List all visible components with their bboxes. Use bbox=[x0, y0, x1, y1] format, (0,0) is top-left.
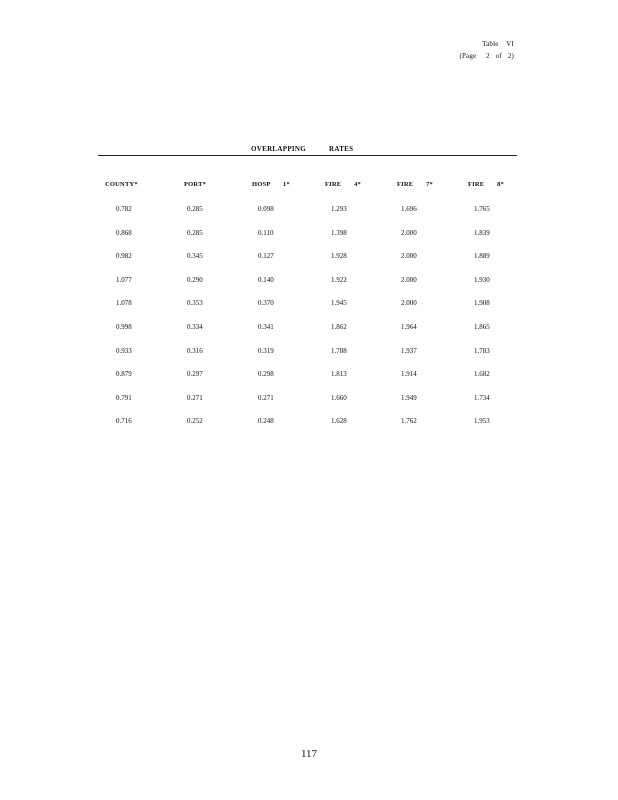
cell-fire-7: 1.964 bbox=[401, 323, 417, 331]
cell-port: 0.316 bbox=[187, 346, 203, 355]
cell-port: 0.334 bbox=[187, 323, 203, 331]
cell-hosp-1: 0.248 bbox=[258, 417, 274, 426]
cell-hosp-1: 0.110 bbox=[258, 228, 274, 237]
cell-county: 1.078 bbox=[116, 299, 132, 308]
cell-hosp-1: 0.370 bbox=[258, 299, 274, 308]
header-rule bbox=[98, 155, 517, 156]
cell-fire-7: 2.000 bbox=[401, 299, 417, 308]
cell-port: 0.285 bbox=[187, 205, 203, 213]
cell-fire-8: 1.908 bbox=[474, 299, 490, 308]
column-header-port: PORT* bbox=[184, 181, 207, 188]
cell-fire-7: 2.000 bbox=[401, 275, 417, 284]
cell-fire-4: 1.398 bbox=[331, 228, 347, 237]
cell-port: 0.285 bbox=[187, 228, 203, 237]
cell-county: 0.982 bbox=[116, 252, 132, 261]
cell-port: 0.271 bbox=[187, 393, 203, 402]
cell-fire-4: 1.813 bbox=[331, 370, 347, 379]
page-number: 117 bbox=[300, 748, 318, 760]
cell-hosp-1: 0.271 bbox=[258, 393, 274, 402]
cell-fire-8: 1.889 bbox=[474, 252, 490, 261]
column-header-hosp-1: HOSP 1* bbox=[252, 181, 290, 188]
cell-fire-8: 1.682 bbox=[474, 370, 490, 379]
table-title-word-2: RATES bbox=[329, 145, 354, 153]
cell-hosp-1: 0.298 bbox=[258, 370, 274, 379]
cell-port: 0.297 bbox=[187, 370, 203, 379]
cell-county: 0.868 bbox=[116, 228, 132, 237]
cell-county: 0.998 bbox=[116, 323, 132, 331]
cell-fire-8: 1.734 bbox=[474, 393, 490, 402]
cell-county: 0.879 bbox=[116, 370, 132, 379]
cell-hosp-1: 0.098 bbox=[258, 205, 274, 213]
cell-hosp-1: 0.319 bbox=[258, 346, 274, 355]
cell-fire-4: 1.293 bbox=[331, 205, 347, 213]
column-header-fire-4: FIRE 4* bbox=[325, 181, 362, 188]
cell-fire-4: 1.660 bbox=[331, 393, 347, 402]
cell-port: 0.252 bbox=[187, 417, 203, 426]
cell-fire-7: 1.937 bbox=[401, 346, 417, 355]
cell-fire-4: 1.945 bbox=[331, 299, 347, 308]
cell-hosp-1: 0.127 bbox=[258, 252, 274, 261]
table-title-word-1: OVERLAPPING bbox=[251, 145, 307, 153]
cell-fire-7: 1.914 bbox=[401, 370, 417, 379]
cell-fire-7: 1.696 bbox=[401, 205, 417, 213]
cell-fire-8: 1.765 bbox=[474, 205, 490, 213]
cell-port: 0.345 bbox=[187, 252, 203, 261]
cell-port: 0.353 bbox=[187, 299, 203, 308]
cell-county: 0.933 bbox=[116, 346, 132, 355]
cell-county: 0.791 bbox=[116, 393, 132, 402]
table-label: Table VI bbox=[482, 40, 514, 48]
cell-fire-4: 1.928 bbox=[331, 252, 347, 261]
cell-fire-8: 1.953 bbox=[474, 417, 490, 426]
cell-hosp-1: 0.140 bbox=[258, 275, 274, 284]
column-header-fire-7: FIRE 7* bbox=[397, 181, 434, 188]
page-indicator: (Page 2 of 2) bbox=[459, 52, 514, 60]
column-header-county: COUNTY* bbox=[105, 181, 138, 188]
cell-county: 1.077 bbox=[116, 275, 132, 284]
cell-hosp-1: 0.341 bbox=[258, 323, 274, 331]
cell-fire-7: 1.762 bbox=[401, 417, 417, 426]
cell-fire-4: 1.922 bbox=[331, 275, 347, 284]
cell-fire-8: 1.839 bbox=[474, 228, 490, 237]
cell-fire-7: 2.000 bbox=[401, 228, 417, 237]
cell-fire-8: 1.865 bbox=[474, 323, 490, 331]
cell-fire-8: 1.930 bbox=[474, 275, 490, 284]
cell-fire-4: 1.862 bbox=[331, 323, 347, 331]
cell-county: 0.782 bbox=[116, 205, 132, 213]
column-header-fire-8: FIRE 8* bbox=[468, 181, 505, 188]
cell-fire-8: 1.783 bbox=[474, 346, 490, 355]
cell-port: 0.290 bbox=[187, 275, 203, 284]
cell-county: 0.716 bbox=[116, 417, 132, 426]
cell-fire-4: 1.628 bbox=[331, 417, 347, 426]
cell-fire-7: 2.000 bbox=[401, 252, 417, 261]
cell-fire-4: 1.788 bbox=[331, 346, 347, 355]
cell-fire-7: 1.949 bbox=[401, 393, 417, 402]
